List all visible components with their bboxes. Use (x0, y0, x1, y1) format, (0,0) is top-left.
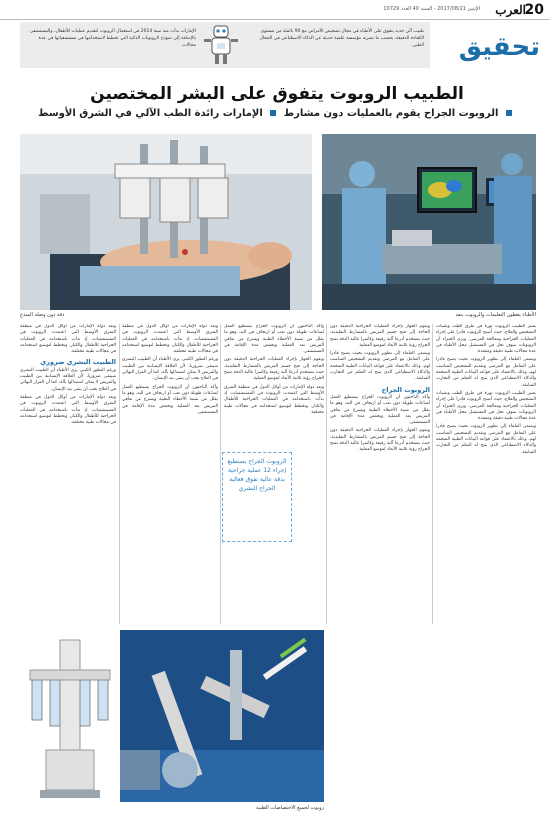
teaser-banner (20, 22, 430, 68)
column-left (20, 324, 116, 624)
paragraph: ويسعى العلماء إلى تطوير الروبوت بحيث يصبح قادرا على التعامل مع المرضى وتقديم التشخيص المناسب لهم، وذلك بالاعتماد على قواعد البيانات الطبية الضخمة والذكاء الاصطناعي الذي يتيح له التعلم من التجارب السابقة. (436, 357, 536, 388)
photo-davinci-robot (20, 630, 120, 802)
paragraph: ويقوم الجهاز بإجراء العمليات الجراحية الدقيقة دون الحاجة إلى فتح جسم المريض بالمشارط التقليدية، حيث يستخدم أذرعا آلية رفيعة وكاميرا عالية الدقة تمنح الجراح رؤية ثلاثية الأبعاد لموضع العملية. (330, 324, 430, 348)
paragraph: وتعد دولة الإمارات من أوائل الدول في منطقة الشرق الأوسط التي اعتمدت الروبوت في المستشفيات، إذ بدأت باستخدامه في العمليات الجراحية للأطفال والكبار، وتخطط لتوسيع استخدامه في مجالات طبية مختلفة. (122, 324, 218, 355)
pull-quote (222, 452, 292, 542)
teaser-right-text: طبيب آلي جديد يتفوق على الأطباء في مجال تشخيص الأمراض مع 90 بالمئة من مستوى الكفاءة الدقيقة، بحسب ما نشرته مؤسسة علمية حديثة عن الذكاء الاصطناعي في المجال الطبي. (259, 29, 424, 48)
photo-robot-arm (110, 630, 324, 802)
caption-top-left: دقة دون وصلة المبدع (20, 312, 65, 318)
caption-top-right: الأطباء يعطون التعليمات والروبوت ينفذ (455, 312, 536, 318)
paragraph: ويسعى العلماء إلى تطوير الروبوت بحيث يصبح قادرا على التعامل مع المرضى وتقديم التشخيص المناسب لهم، وذلك بالاعتماد على قواعد البيانات الطبية الضخمة والذكاء الاصطناعي الذي يتيح له التعلم من التجارب السابقة. (436, 424, 536, 455)
masthead (0, 0, 550, 20)
photo-robot-patient (20, 134, 312, 310)
paragraph: وأكد الباحثون أن الروبوت الجراح يستطيع العمل لساعات طويلة دون تعب أو ارتجاف في اليد، وهو ما يقلل من نسبة الأخطاء الطبية ويسرع من تعافي المريض بعد العملية ويخفض مدة الإقامة في المستشفى. (224, 324, 324, 355)
photo-surgeons (322, 134, 536, 310)
column-second (330, 324, 430, 624)
caption-bottom-right: روبوت لجميع الاختصاصات الطبية (256, 805, 324, 811)
pull-quote-text: الروبوت الجراح يستطيع إجراء 12 عملية جراحية بدقة عالية تفوق فعالية الجراح البشري (227, 458, 287, 492)
paper-logo: العرب (495, 3, 526, 17)
paragraph: وتعد دولة الإمارات من أوائل الدول في منطقة الشرق الأوسط التي اعتمدت الروبوت في المستشفيات، إذ بدأت باستخدامه في العمليات الجراحية للأطفال والكبار، وتخطط لتوسيع استخدامه في مجالات طبية مختلفة. (224, 384, 324, 415)
issue-line: الإثنين 2017/08/21 - السنة 40 العدد 10729 (383, 6, 480, 12)
column-rule (119, 324, 120, 624)
paragraph: وأكد الباحثون أن الروبوت الجراح يستطيع العمل لساعات طويلة دون تعب أو ارتجاف في اليد، وهو ما يقلل من نسبة الأخطاء الطبية ويسرع من تعافي المريض بعد العملية ويخفض مدة الإقامة في المستشفى. (330, 394, 430, 426)
subheads (20, 108, 534, 119)
crosshead-surgeon: الروبوت الجراح (381, 385, 430, 394)
section-title: تحقيق (458, 32, 540, 62)
column-fourth (122, 324, 218, 544)
headline: الطبيب الروبوت يتفوق على البشر المختصين (90, 84, 464, 104)
page-number: 20 (524, 2, 544, 18)
column-rule (326, 324, 327, 624)
paragraph: ويقوم الجهاز بإجراء العمليات الجراحية الدقيقة دون الحاجة إلى فتح جسم المريض بالمشارط التقليدية، حيث يستخدم أذرعا آلية رفيعة وكاميرا عالية الدقة تمنح الجراح رؤية ثلاثية الأبعاد لموضع العملية. (330, 428, 430, 453)
paragraph: ويسعى العلماء إلى تطوير الروبوت بحيث يصبح قادرا على التعامل مع المرضى وتقديم التشخيص المناسب لهم، وذلك بالاعتماد على قواعد البيانات الطبية الضخمة والذكاء الاصطناعي الذي يتيح له التعلم من التجارب السابقة. (330, 351, 430, 382)
bullet-icon (506, 110, 512, 116)
subhead-second: الإمارات رائدة الطب الآلي في الشرق الأوسط (38, 108, 263, 119)
column-right-top (436, 324, 536, 554)
paragraph: يعتبر الطبيب الروبوت ثورة في طرق الطب وتقنيات التشخيص والعلاج، حيث أصبح الروبوت قادرا على إجراء العمليات الجراحية ومعالجة المرضى، ويرى الخبراء أن الروبوتات سوف تحل في المستقبل محل الأطباء في عدة مجالات طبية دقيقة ومعقدة. (436, 324, 536, 355)
subhead-first: الروبوت الجراح يقوم بالعمليات دون مشارط (283, 108, 499, 119)
paragraph: ورغم التطور الكبير، يرى الأطباء أن الطبيب البشري سيبقى ضروريا، لأن العلاقة الإنسانية بين الطبيب والمريض لا يمكن استبدالها بآلة، كما أن القرار النهائي في العلاج يجب أن يبقى بيد الإنسان. (122, 357, 218, 382)
paragraph: ورغم التطور الكبير، يرى الأطباء أن الطبيب البشري سيبقى ضروريا، لأن العلاقة الإنسانية بين الطبيب والمريض لا يمكن استبدالها بآلة، كما أن القرار النهائي في العلاج يجب أن يبقى بيد الإنسان. (20, 367, 116, 392)
crosshead-human-doctor: الطبيب البشري ضروري (40, 358, 116, 367)
paragraph: وأكد الباحثون أن الروبوت الجراح يستطيع العمل لساعات طويلة دون تعب أو ارتجاف في اليد، وهو ما يقلل من نسبة الأخطاء الطبية ويسرع من تعافي المريض بعد العملية ويخفض مدة الإقامة في المستشفى. (122, 384, 218, 415)
paragraph: ويقوم الجهاز بإجراء العمليات الجراحية الدقيقة دون الحاجة إلى فتح جسم المريض بالمشارط التقليدية، حيث يستخدم أذرعا آلية رفيعة وكاميرا عالية الدقة تمنح الجراح رؤية ثلاثية الأبعاد لموضع العملية. (224, 357, 324, 382)
paragraph: يعتبر الطبيب الروبوت ثورة في طرق الطب وتقنيات التشخيص والعلاج، حيث أصبح الروبوت قادرا على إجراء العمليات الجراحية ومعالجة المرضى، ويرى الخبراء أن الروبوتات سوف تحل في المستقبل محل الأطباء في عدة مجالات طبية دقيقة ومعقدة. (436, 390, 536, 422)
column-rule (432, 324, 433, 624)
paragraph: وتعد دولة الإمارات من أوائل الدول في منطقة الشرق الأوسط التي اعتمدت الروبوت في المستشفيات، إذ بدأت باستخدامه في العمليات الجراحية للأطفال والكبار، وتخطط لتوسيع استخدامه في مجالات طبية مختلفة. (20, 394, 116, 426)
robot-icon (198, 24, 244, 66)
paragraph: وتعد دولة الإمارات من أوائل الدول في منطقة الشرق الأوسط التي اعتمدت الروبوت في المستشفيات، إذ بدأت باستخدامه في العمليات الجراحية للأطفال والكبار، وتخطط لتوسيع استخدامه في مجالات طبية مختلفة. (20, 324, 116, 355)
bullet-icon (270, 110, 276, 116)
teaser-left-text: الإمارات بدأت منذ سنة 2014 في استعمال الروبوت لتقديم عمليات للأطفال، والمستشفى بالإضافة إلى نموذج الروبوتات الذكية التي تخطط لاستخدامها في مستشفياتها في عدة مجالات. (29, 29, 196, 48)
column-rule (220, 324, 221, 624)
